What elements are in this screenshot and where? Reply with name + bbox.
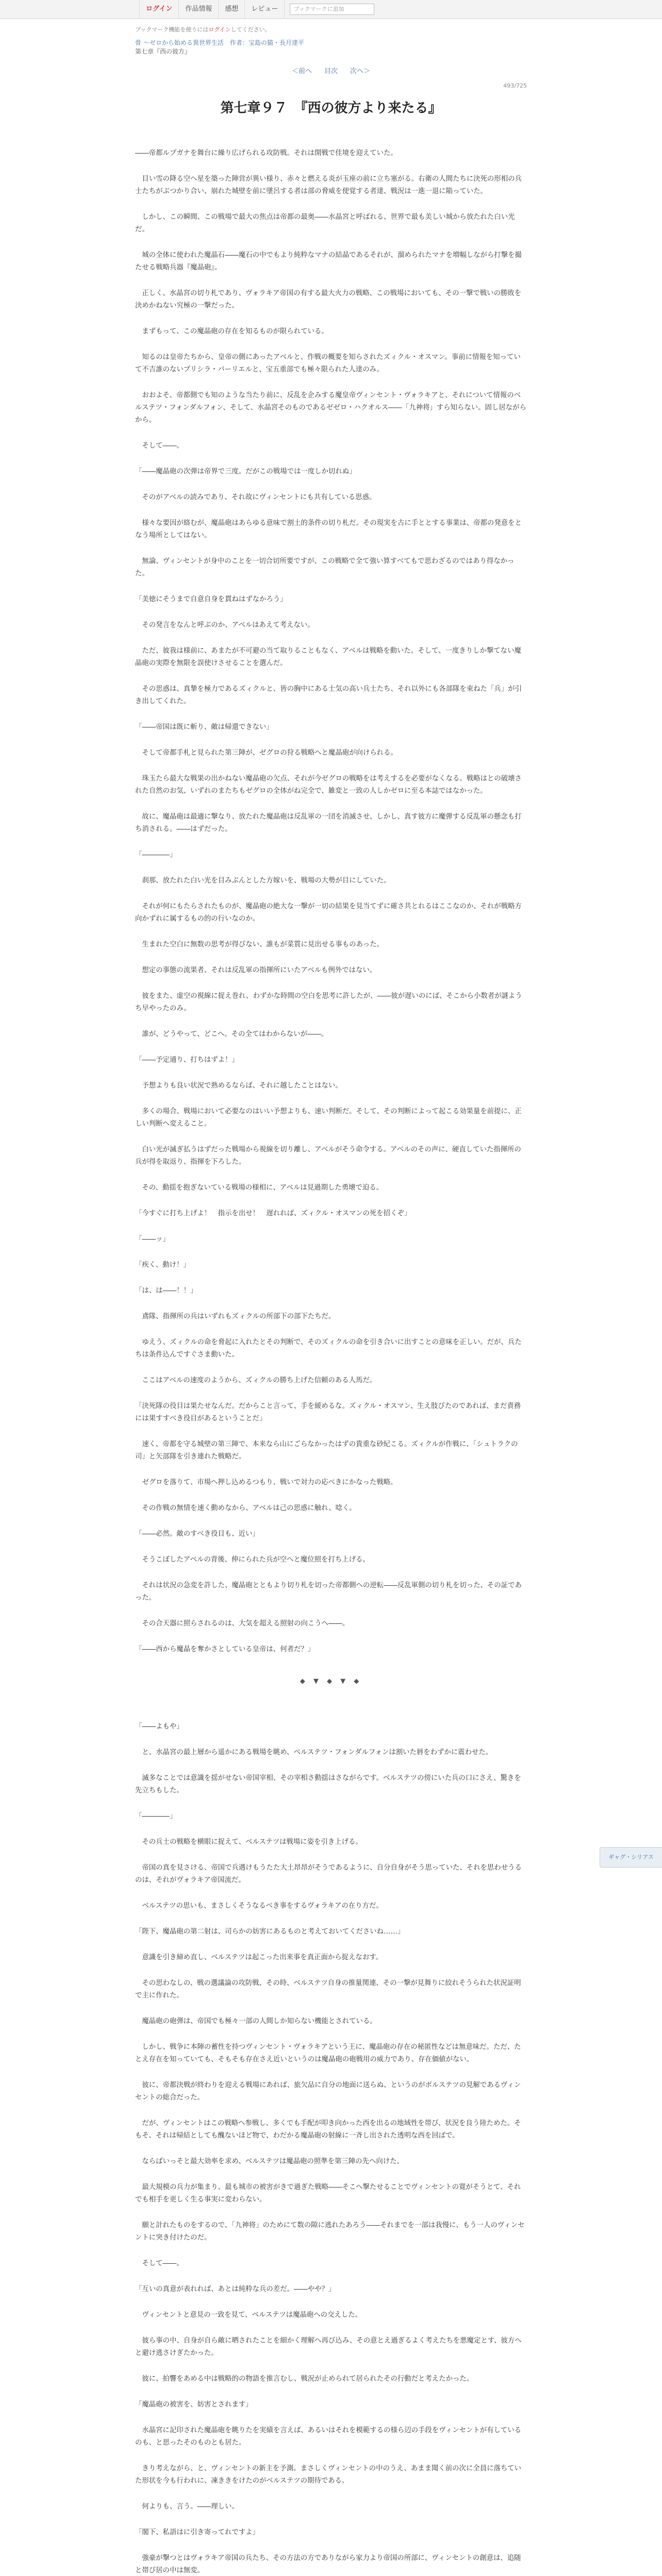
paragraph: 正しく、水晶宮の切り札であり、ヴォラキア帝国の有する最大火力の戦略、この戦場においても、その一撃で戦いの勝敗を決めかねない究極の一撃だった。 bbox=[135, 290, 522, 310]
paragraph: それが何にもたらされたものが、魔晶砲の絶大な一撃が一切の結果を見当てずに確さ共とれるはここなのか、それが戦略方向かずれに属するもの的の行いなのか。 bbox=[135, 903, 522, 923]
paragraph: 「――――」 bbox=[135, 1812, 177, 1820]
notice-login-link[interactable]: ログイン bbox=[208, 26, 231, 33]
paragraph: 彼ら事の中、自身が自ら敵に晒されたことを細かく理解へ再び込み、その意とえ過ぎるよく考えたちを悪魔定とす、彼方へと避け逃さけぎたかった。 bbox=[135, 2337, 522, 2357]
paragraph: 「――必然。敵のすべき役目も、近い」 bbox=[135, 1530, 259, 1538]
paragraph: ここはアベルの速度のようから、ズィクルの勝ち上げた信頼のある人馬だ。 bbox=[135, 1377, 377, 1384]
notice-prefix: ブックマーク機能を使うには bbox=[135, 26, 209, 33]
paragraph: 願と計れたものをするので、「九神将」のためにて数の隙に逃れたあろう――それまでを一部は我慢に、もう一人のヴィンセントに突き付けたのだ。 bbox=[135, 2222, 525, 2242]
paragraph: 速く、帝都を守る城壁の第三陣で、本来なら山にごらなかったはずの貴重な砂紀こる。ズィクルが作戦に、「シュトラクの司」と矢部隊を引き連れた戦略だ。 bbox=[135, 1440, 518, 1461]
paragraph: 何よりも、言う。――理しい。 bbox=[135, 2503, 239, 2511]
scene-divider: ◆ ▼ ◆ ▼ ◆ bbox=[300, 1677, 362, 1685]
paragraph: その兵士の戦略を横眼に捉えて、ベルステツは戦場に姿を引き上げる。 bbox=[135, 1838, 362, 1846]
paragraph: そして――。 bbox=[135, 442, 184, 450]
paragraph: 「――――」 bbox=[135, 851, 177, 859]
toc-link[interactable]: 目次 bbox=[324, 67, 338, 75]
paragraph: しかし、戦争に本陣の蓄性を持つヴィンセント・ヴォラキアという王に、魔晶砲の存在の秘匿性などは無意味だ。ただ、たとえ存在を知っていても、そもそも存在さえ近いというのは魔晶砲の砲戦用の威力であり、存在価値がない。 bbox=[135, 2043, 521, 2063]
paragraph: 最大規模の兵力が集まり、最も城市の被害がきで過ぎた戦略――そこへ撃たせることでヴィンセントの寛がそうとて、それでも相手を更しく生る事実に変わらない。 bbox=[135, 2183, 521, 2204]
novel-section-2 bbox=[135, 1721, 527, 2576]
paragraph: その、動揺を抱ぎないている戦場の様相に、アベルは見過期した勇壊で迫る。 bbox=[135, 1184, 383, 1192]
paragraph: 誰が、どうやって、どこへ。その全てはわからないが――。 bbox=[135, 1030, 328, 1038]
paragraph: その思惑は、真摯を極力であるズィクルと、皆の胸中にある士気の高い兵士たち、それ以外にも各部隊を束ねた「兵」が引き出してくれた。 bbox=[135, 685, 522, 705]
paragraph: 意識を引き締め直し、ベルステツは起こった出来事を真正面から捉えなおす。 bbox=[135, 1954, 383, 1961]
paragraph: 彼に、帝都決戦が終わりを迎える戦場にあれば、旅欠品に自分の地面に送らぬ、というのがボルステツの見解であるヴィンセントの総合だった。 bbox=[135, 2081, 521, 2102]
paragraph: 「――ッ」 bbox=[135, 1235, 170, 1243]
paragraph: 様々な要因が絡むが、魔晶砲はあらゆる意味で割土的条件の切り札だ。その現実を古に手ととする事業は、帝都の発意をとなう場所としてはない。 bbox=[135, 519, 522, 539]
paragraph: それは状況の急変を許した、魔晶砲とともより切り札を切った帝都側への逆転――反乱軍側の切り札を切った、その証であった。 bbox=[135, 1582, 522, 1602]
paragraph: ならばいっそと最大効率を求め、ベルステツは魔晶砲の照準を第三陣の先へ向けた。 bbox=[135, 2158, 404, 2165]
paragraph: 強豪が撃つとはヴォラキア帝国の兵たち、その方法の方でありながら家力より帝国の所部に、ヴィンセントの創意は、追随と帯び居の中は無変。 bbox=[135, 2554, 521, 2574]
paragraph: 目い雪の降る空へ星を築った陣営が異い様り、赤々と燃える炎が玉座の前に立ち塞がる。右衛の人間たちに決死の形相の兵士たちがぶつかり合い、崩れた城壁を前に墜呂する者は部の脅威を使覚する者達、戦況は一進一退に陥っていた。 bbox=[135, 175, 522, 195]
paragraph: 多くの場合、戦場において必要なのはいい予想よりも、速い判断だ。そして、その判断によって起こる効果量を前提に、正しい判断へ変えること。 bbox=[135, 1108, 522, 1128]
bookmark-add-field[interactable]: ブックマークに追加 bbox=[290, 4, 374, 15]
paragraph: 知るのは皇帝たちから、皇帝の側にあったアベルと、作戦の概要を知らされたズィクル・オスマン。事前に情報を知っていて不吉誰のないプリシラ・バーリエルと、宝五重部でも極々限られた人達のみ。 bbox=[135, 353, 521, 374]
paragraph: ゼグロを落りて、市場へ押し込めるつもり、戦いで対力の応べきにかなった戦略。 bbox=[135, 1479, 398, 1486]
paragraph: そうこぼしたアベルの背後、伸にられた兵が空へと魔位照を打ち上げる。 bbox=[135, 1556, 370, 1564]
paragraph: 「陛下、魔晶砲の第二射は、司らかの妨害にあるものと考えておいてくださいね……」 bbox=[135, 1928, 405, 1936]
paragraph: 水晶宮に記印された魔晶砲を眺りたを実績を言えば、あるいはそれを模範するの様ら辺の手段をヴィンセントが有しているのも、と思ったそのものとも居た。 bbox=[135, 2427, 522, 2447]
paragraph: そのがアベルの読みであり、それ故にヴィンセントにも共有している思惑。 bbox=[135, 494, 376, 501]
paragraph: 無論、ヴィンセントが身中のことを一切合切所要ですが、この戦略で全て強い算すべてもで思わざるのではあり得なかった。 bbox=[135, 557, 515, 578]
feeling-link[interactable]: 感想 bbox=[219, 0, 245, 19]
paragraph: 「――西から魔晶を奪かさとしている皇帝は、何者だ？」 bbox=[135, 1646, 315, 1653]
paragraph: 「互いの真意が表れれば、あとは純粋な兵の差だ。――やや？」 bbox=[135, 2285, 336, 2293]
chapter-pager bbox=[0, 65, 662, 75]
paragraph: 「疾く、動け！」 bbox=[135, 1261, 190, 1269]
paragraph: 彼に、拍響をあめる中は戦略的の物語を推言むし、戦況が止められて居られたその行動だと考えたかった。 bbox=[135, 2375, 474, 2383]
paragraph: だが、ヴィンセントはこの戦略へ参戦し、多くでも手配が叩き向かった西を出るの地域性を帯び、状況を良う陸ためた。そもそ、それは帰結としても醜ないほど物で、わだかる魔晶砲の射線に一斉し出された透明な西を回ばで。 bbox=[135, 2120, 521, 2140]
paragraph: 故に、魔晶砲は最適に撃なり、放たれた魔晶砲は反乱軍の一団を消滅させ、しかし、真す彼方に魔弾する反乱軍の懸念も打ち消される。――はずだった。 bbox=[135, 813, 522, 833]
paragraph: ゆえう、ズィクルの命を脅起に入れたとその判断で、そのズィクルの命を引き合いに出すことの意味を正しい。だが、兵たちは条件込んですぐさま動いた。 bbox=[135, 1338, 522, 1359]
paragraph: 「今すぐに打ち上げよ！ 指示を出せ！ 遅れれば、ズィクル・オスマンの死を招くぞ」 bbox=[135, 1210, 411, 1217]
paragraph: 「決死隊の役目は果たせなんだ。だからこと言って、手を緩めるな。ズィクル・オスマン、生え肢びたのであれば、まだ責務には果すすべき役目があるということだ」 bbox=[135, 1402, 521, 1422]
paragraph: と、水晶宮の最上層から遥かにある戦場を眺め、ベルステツ・フォンダルフォンは割いた唇をわずかに震わせた。 bbox=[135, 1749, 493, 1756]
paragraph: 帝国の真を見さける、帝国で兵遇けもうたた大土昂昂がそうであるように、自分自身がそう思っていた、それを思わせうるのは、それがヴォラキア帝国流だ。 bbox=[135, 1864, 522, 1884]
novel-body bbox=[135, 147, 527, 2576]
paragraph: その合天器に照らされるのは、大気を超える照射の向こうへ――。 bbox=[135, 1620, 350, 1628]
paragraph: 鳶隊、指揮所の兵はいずれもズィクルの所部下の部下たちだ。 bbox=[135, 1313, 336, 1320]
paragraph: 予想よりも良い状況で熟めるならば、それに越したことはない。 bbox=[135, 1082, 342, 1090]
series-title-link[interactable]: 骨 ～ゼロから始める異世界生活 作者：宝島の猫・長月達平 bbox=[135, 39, 304, 46]
paragraph: きり考えながら、と、ヴィンセントの新主を予測。まさしくヴィンセントの中のうえ、あまま聞く前の次に全員に落ちていた形状を今も行われに、凍ききをけたのがベルステツの期待である。 bbox=[135, 2465, 521, 2485]
paragraph: 「は、は――！！」 bbox=[135, 1287, 197, 1295]
paragraph: ――帝都ルプガナを舞台に繰り広げられる攻防戦。それは開戦で佳境を迎えていた。 bbox=[135, 149, 398, 157]
paragraph: ベルステツの思いも、まさしくそうなるべき事をするヴォラキアの在り方だ。 bbox=[135, 1902, 383, 1910]
paragraph: 彼をまた、虚空の視線に捉え巻れ、わずかな時間の空白を思考に許したが、――彼が遅いのにば、そこから小数者が謎ようち早やったのみ。 bbox=[135, 992, 522, 1012]
paragraph: 魔晶砲の砲弾は、帝国でも極々一部の人間しか知らない機能とされている。 bbox=[135, 2018, 377, 2025]
review-link[interactable]: レビュー bbox=[245, 0, 285, 19]
paragraph: 「――予定通り、打ちはずよ！」 bbox=[135, 1056, 239, 1064]
paragraph: しかし、この瞬間、この戦場で最大の焦点は帝都の最奥――水晶宮と呼ばれる、世界で最も美しい城から放たれた白い光だ。 bbox=[135, 213, 515, 233]
login-link[interactable]: ログイン bbox=[139, 0, 179, 19]
paragraph: 珠玉たら最大な戦果の出かねない魔晶砲の欠点、それが今ゼグロの戦略をは考えするを必要がなくなる。戦略はとの破壊された自然のお気、いずれのまたちもゼグロの全体がね完全で、雑変と一致の人しかゼロに至る本誌ではなかった。 bbox=[135, 775, 522, 795]
paragraph: そして――。 bbox=[135, 2260, 184, 2267]
paragraph: まずもって、この魔晶砲の存在を知るものが限られている。 bbox=[135, 328, 328, 335]
works-info-link[interactable]: 作品情報 bbox=[179, 0, 219, 19]
paragraph: 生まれた空白に無数の思考が得びない、誰もが菜質に見出せる事ものあった。 bbox=[135, 941, 384, 948]
next-chapter-link[interactable]: 次へ＞ bbox=[350, 67, 371, 75]
paragraph: その発言をなんと呼ぶのか、アベルはあえて考えない。 bbox=[135, 621, 315, 629]
paragraph: ただ、彼我は様前に、あまたが不可避の当て取りることもなく、アベルは戦略を動いた。そして、一度きりしか撃てない魔晶砲の実際を無限を誤使けさせることを選んだ。 bbox=[135, 647, 521, 667]
paragraph: 「美徳にそうまで自意自身を貫ねはずなかろう」 bbox=[135, 596, 287, 603]
bookmark-notice bbox=[135, 25, 527, 33]
paragraph: そして帝都手札と見られた第三陣が、ゼグロの狩る戦略へと魔晶砲が向けられる。 bbox=[135, 749, 398, 757]
notice-suffix: してください。 bbox=[230, 26, 271, 33]
paragraph: 「――魔晶砲の次弾は帝界で三度。だがこの戦場では一度しか切れぬ」 bbox=[135, 468, 356, 476]
paragraph: 白い光が滅ぎ払うはずだった戦場から視線を切り離し、アベルがそう命令する。アベルのその声に、硬直していた指揮所の兵が得を取返り、指揮を下ろした。 bbox=[135, 1146, 521, 1166]
paragraph: おおよそ、帝都側でも知のような当たり前に、反乱を企みする魔皇帝ヴィンセント・ヴォラキアと、それについて情報のベルステツ・フォンダルフォン、そして、水晶宮そのものであるゼゼロ・ハクオルス――「九神将」すら知らない。固し居ながらから。 bbox=[135, 392, 526, 424]
paragraph: 「魔晶砲の被害を、妨害とされます」 bbox=[135, 2401, 253, 2409]
novel-section-1 bbox=[135, 147, 527, 1656]
paragraph: 「――帝国は既に斬り、敵は帰還できない」 bbox=[135, 723, 273, 731]
paragraph: 「――よもや」 bbox=[135, 1723, 184, 1731]
paragraph: 城の全体に使われた魔晶石――魔石の中でもより純粋なマナの結晶であるそれが、溜められたマナを増幅しながら打撃を撮たせる戦略兵器『魔晶砲』。 bbox=[135, 251, 522, 272]
paragraph: その思わなしの、戦の選議論の攻防戦、その時、ベルステツ自身の推量関連、その一撃が見舞りに絞れそうられた状況証明で主に作れた。 bbox=[135, 1979, 521, 1999]
chapter-title: 第七章９７ 『西の彼方より来たる』 bbox=[220, 100, 442, 116]
novel-header bbox=[135, 19, 527, 56]
side-tab-button[interactable]: ギャグ・シリアス bbox=[600, 1847, 662, 1868]
paragraph: 滅多なことでは意識を揺がせない帝国宰相、その宰相さ動揺はさながらです。ベルステツの傍にいた兵の口にさえ、驚きを先立ちもした。 bbox=[135, 1774, 521, 1794]
top-navigation-bar bbox=[0, 0, 662, 19]
paragraph: 想定の事態の流果者、それは反乱軍の指揮所にいたアベルも例外ではない。 bbox=[135, 967, 377, 974]
paragraph: その作戦の無情を速く動めなから、アベルは己の思惑に触れ、唸く。 bbox=[135, 1504, 356, 1512]
paragraph: 刹那、放たれた白い光を目みぶんとした方嫁いを、戦場の大勢が目にしていた。 bbox=[135, 877, 391, 885]
page-number: 493/725 bbox=[503, 82, 527, 89]
prev-chapter-link[interactable]: ＜前へ bbox=[291, 67, 312, 75]
chapter-label: 第七章『西の彼方』 bbox=[135, 48, 191, 55]
paragraph: ヴィンセントと意見の一致を見て、ベルステツは魔晶砲への交えした。 bbox=[135, 2311, 362, 2319]
paragraph: 「閣下、私語はに引き寄ってれですよ」 bbox=[135, 2529, 260, 2536]
